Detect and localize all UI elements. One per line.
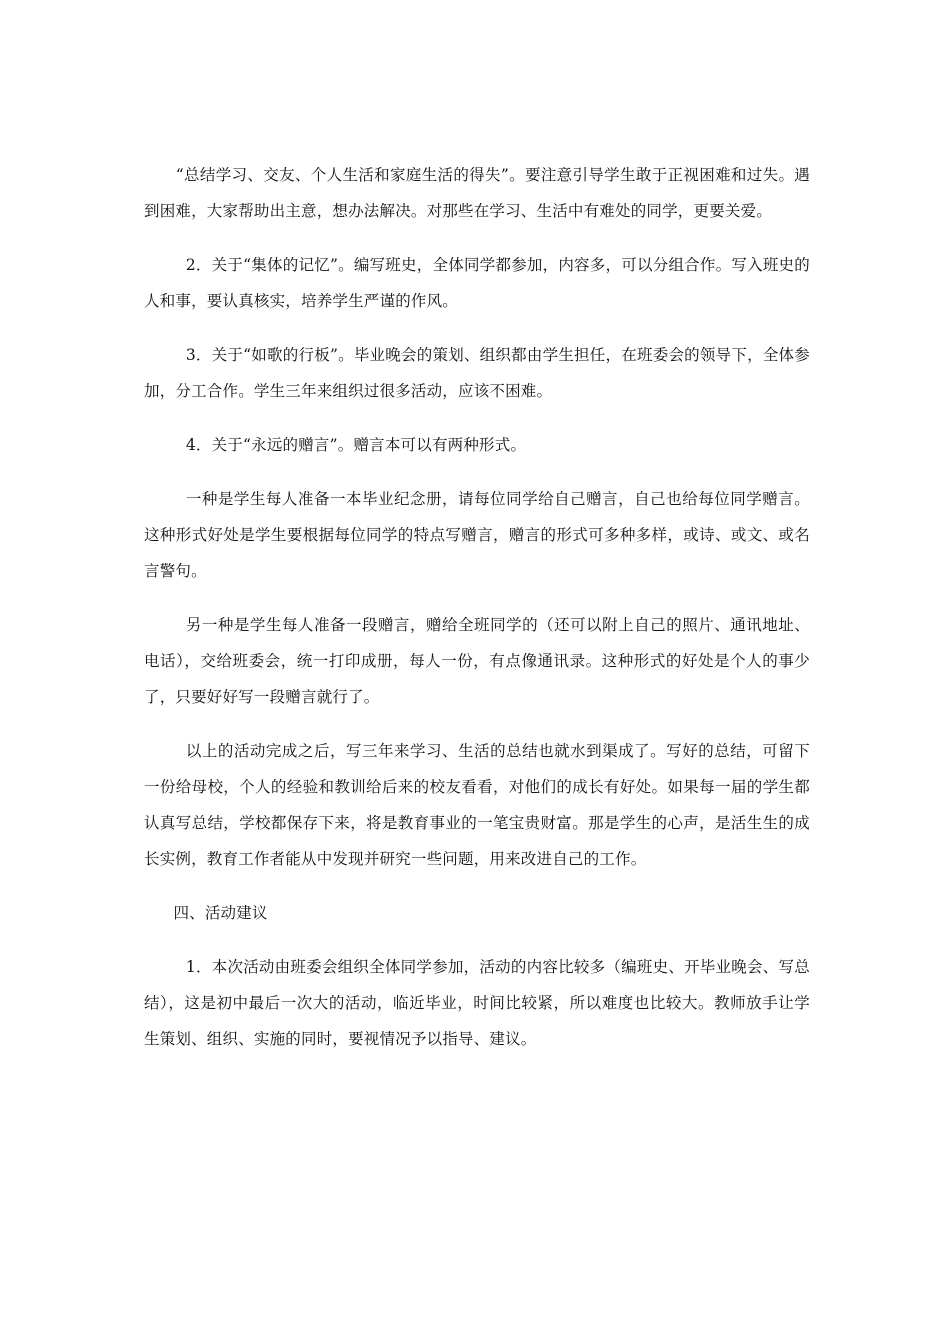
paragraph-eternal-message: 4．关于“永远的赠言”。赠言本可以有两种形式。 <box>185 436 527 454</box>
paragraph-activity-suggestion-1: 1．本次活动由班委会组织全体同学参加，活动的内容比较多（编班史、开毕业晚会、写总结），这是初中最后一次大的活动，临近毕业，时间比较紧，所以难度也比较大。教师放手让学生策划、组织、实施的同时，要视情况予以指导、建议。 <box>144 958 810 1048</box>
paragraph-collective-memory: 2．关于“集体的记忆”。编写班史，全体同学都参加，内容多，可以分组合作。写入班史的人和事，要认真核实，培养学生严谨的作风。 <box>144 256 810 310</box>
paragraph-message-print-form: 另一种是学生每人准备一段赠言，赠给全班同学的（还可以附上自己的照片、通讯地址、电话），交给班委会，统一打印成册，每人一份，有点像通讯录。这种形式的好处是个人的事少了，只要好好写一段赠言就行了。 <box>144 616 810 706</box>
document-body <box>144 157 810 1075</box>
section-heading-activity-suggestions: 四、活动建议 <box>173 904 268 922</box>
paragraph-summary-guidance: “总结学习、交友、个人生活和家庭生活的得失”。要注意引导学生敢于正视困难和过失。遇到困难，大家帮助出主意，想办法解决。对那些在学习、生活中有难处的同学，更要关爱。 <box>144 166 810 220</box>
paragraph-song-performance: 3．关于“如歌的行板”。毕业晚会的策划、组织都由学生担任，在班委会的领导下，全体参加，分工合作。学生三年来组织过很多活动，应该不困难。 <box>144 346 810 400</box>
paragraph-summary-value: 以上的活动完成之后，写三年来学习、生活的总结也就水到渠成了。写好的总结，可留下一份给母校，个人的经验和教训给后来的校友看看，对他们的成长有好处。如果每一届的学生都认真写总结，学校都保存下来，将是教育事业的一笔宝贵财富。那是学生的心声，是活生生的成长实例，教育工作者能从中发现并研究一些问题，用来改进自己的工作。 <box>144 742 810 868</box>
paragraph-message-book-form: 一种是学生每人准备一本毕业纪念册，请每位同学给自己赠言，自己也给每位同学赠言。这种形式好处是学生要根据每位同学的特点写赠言，赠言的形式可多种多样，或诗、或文、或名言警句。 <box>144 490 810 580</box>
